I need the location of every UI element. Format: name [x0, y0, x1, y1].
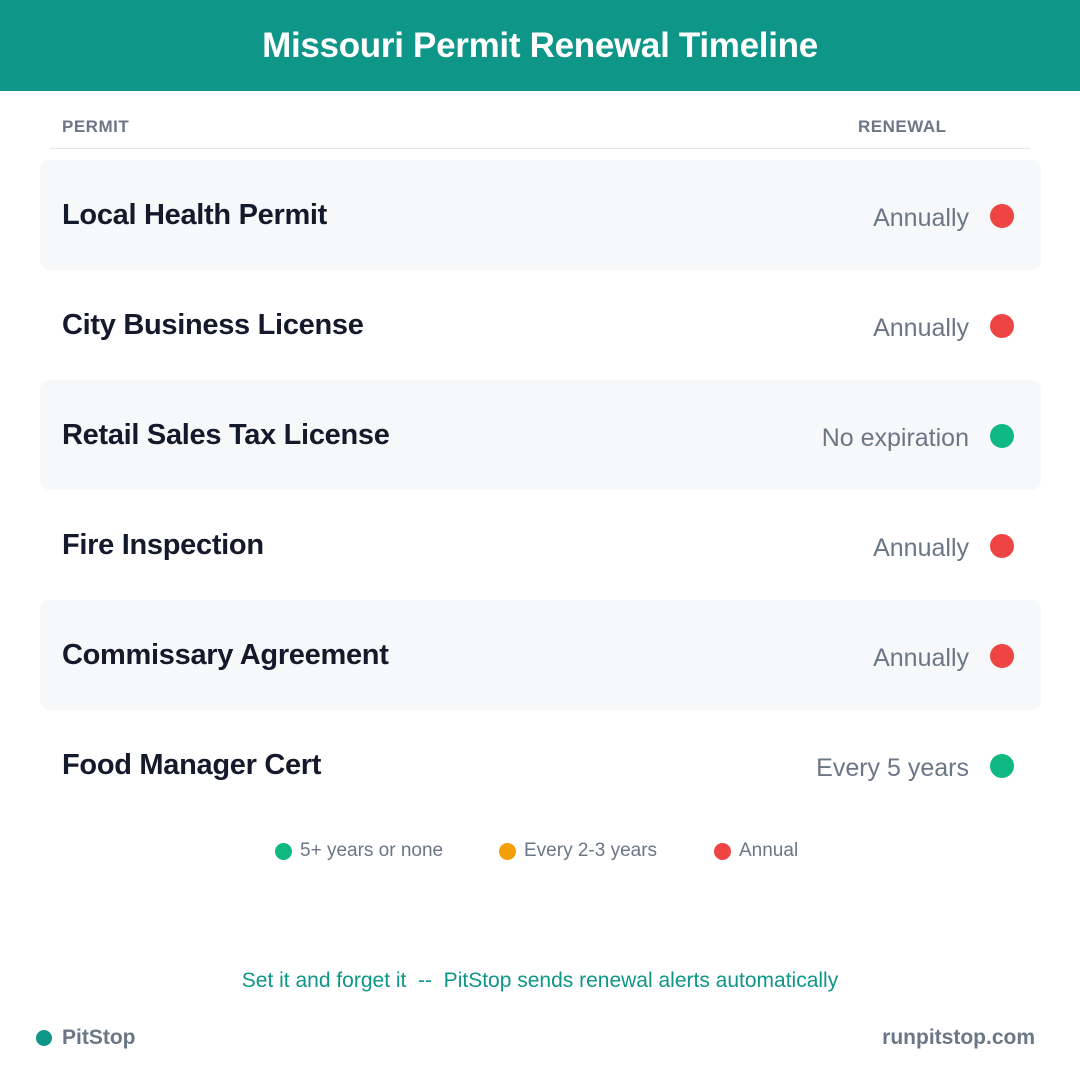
table-row	[40, 160, 1041, 270]
permit-name: City Business License	[62, 308, 364, 341]
permit-name: Commissary Agreement	[62, 638, 389, 671]
permit-name: Retail Sales Tax License	[62, 418, 390, 451]
legend-item-long	[275, 838, 443, 864]
legend-item-annual	[714, 838, 798, 864]
legend-dot-icon	[275, 843, 292, 860]
status-dot-icon	[990, 314, 1014, 338]
status-dot-icon	[990, 204, 1014, 228]
brand-dot-icon	[36, 1030, 52, 1046]
legend-label: 5+ years or none	[300, 840, 444, 861]
table-row	[40, 600, 1041, 710]
permit-table	[40, 160, 1041, 820]
table-row	[40, 380, 1041, 490]
status-dot-icon	[990, 534, 1014, 558]
table-row	[40, 490, 1041, 600]
legend-item-medium	[499, 838, 657, 864]
page-title: Missouri Permit Renewal Timeline	[262, 25, 818, 65]
legend-label: Every 2-3 years	[524, 840, 658, 861]
renewal-frequency: Annually	[873, 533, 969, 562]
permit-name: Local Health Permit	[62, 198, 328, 231]
column-header-renewal: RENEWAL	[858, 117, 947, 136]
header-banner	[0, 0, 1080, 91]
renewal-frequency: No expiration	[821, 423, 969, 452]
renewal-frequency: Every 5 years	[816, 753, 969, 782]
brand-logo	[36, 1024, 136, 1052]
legend-dot-icon	[499, 843, 516, 860]
column-header-permit: PERMIT	[62, 117, 130, 136]
footer-tagline: Set it and forget it -- PitStop sends renewal alerts automatically	[241, 969, 839, 992]
status-dot-icon	[990, 424, 1014, 448]
renewal-frequency: Annually	[873, 313, 969, 342]
status-dot-icon	[990, 754, 1014, 778]
table-row	[40, 270, 1041, 380]
permit-name: Food Manager Cert	[62, 748, 322, 781]
permit-name: Fire Inspection	[62, 528, 264, 561]
legend-dot-icon	[714, 843, 731, 860]
legend-label: Annual	[739, 840, 799, 861]
legend	[0, 838, 1080, 864]
website-link[interactable]: runpitstop.com	[882, 1026, 1035, 1049]
renewal-frequency: Annually	[873, 643, 969, 672]
status-dot-icon	[990, 644, 1014, 668]
renewal-frequency: Annually	[873, 203, 969, 232]
brand-name: PitStop	[62, 1026, 136, 1049]
header-divider	[50, 148, 1030, 149]
table-row	[40, 710, 1041, 820]
